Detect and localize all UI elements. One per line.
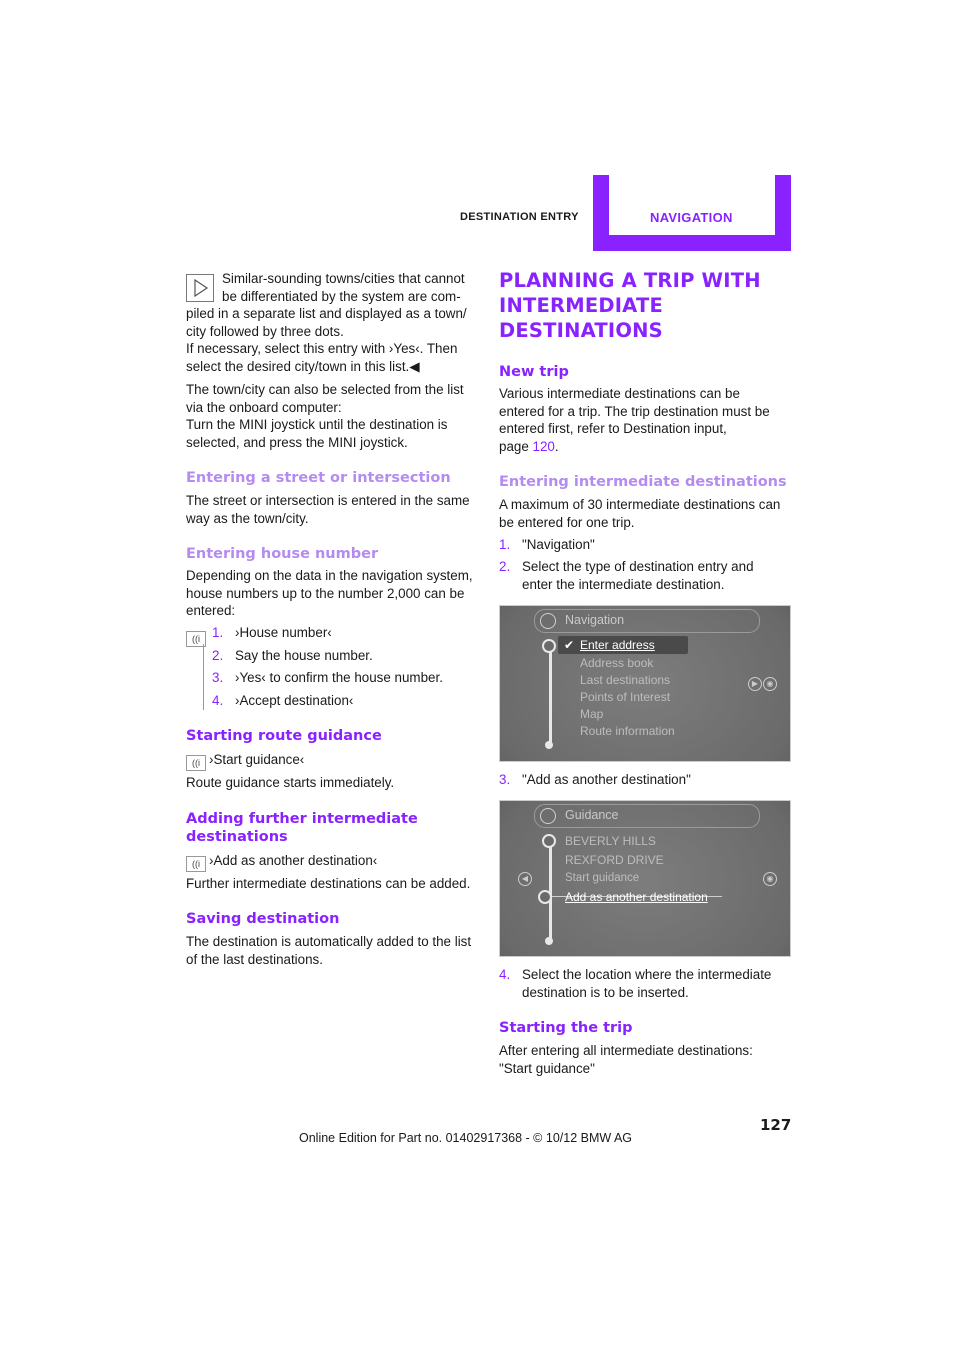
heading-street: Entering a street or intersection bbox=[186, 470, 451, 486]
note-text: Similar-sounding towns/cities that cannot be differentiated by the system are com- piled in a separate list and displayed as a town/ city followed by three dots. If necessary, select this entry with ›Yes‹. Then select the desired city/town in this list.◀ bbox=[186, 271, 467, 374]
list-item: 4. ›Accept destination‹ bbox=[212, 692, 354, 708]
check-icon: ✔ bbox=[564, 638, 575, 652]
idrive-screen-navigation bbox=[499, 605, 791, 762]
section-header: DESTINATION ENTRY bbox=[460, 211, 579, 223]
step-2: 2. Select the type of destination entry and enter the intermediate destination. bbox=[499, 559, 754, 592]
heading-starting-trip: Starting the trip bbox=[499, 1020, 633, 1036]
voice-icon: ((i bbox=[186, 856, 206, 872]
chapter-title: NAVIGATION bbox=[650, 210, 733, 225]
menu-item[interactable]: Map bbox=[580, 707, 604, 721]
menu-item[interactable]: BEVERLY HILLS bbox=[565, 834, 656, 848]
list-item: 2. Say the house number. bbox=[212, 647, 373, 663]
house-steps bbox=[212, 624, 492, 714]
screen-title: Guidance bbox=[565, 808, 619, 822]
arrow-left-icon: ◀ bbox=[518, 872, 532, 886]
list-item: 3. ›Yes‹ to confirm the house number. bbox=[212, 670, 443, 685]
menu-item[interactable]: REXFORD DRIVE bbox=[565, 853, 664, 867]
onboard-computer-paragraph: The town/city can also be selected from the list via the onboard computer: Turn the MINI joystick until the destination is selected, and press the MINI joystick. bbox=[186, 382, 464, 450]
menu-item[interactable]: Start guidance bbox=[565, 872, 640, 884]
new-trip-paragraph: Various intermediate destinations can be entered for a trip. The trip destination must be entered first, refer to Destination input, page 120. bbox=[499, 386, 770, 454]
guidance-icon bbox=[540, 808, 556, 824]
adding-command: ((i ›Add as another destination‹ bbox=[186, 852, 377, 872]
menu-item[interactable]: Enter address bbox=[580, 638, 655, 652]
idrive-screen-guidance bbox=[499, 800, 791, 957]
menu-item[interactable]: Last destinations bbox=[580, 673, 671, 687]
heading-saving: Saving destination bbox=[186, 911, 340, 927]
edition-footer: Online Edition for Part no. 01402917368 - © 10/12 BMW AG bbox=[299, 1131, 633, 1145]
voice-bar bbox=[203, 644, 204, 710]
heading-house-number: Entering house number bbox=[186, 546, 379, 562]
navigation-icon bbox=[540, 613, 556, 629]
menu-item[interactable]: Address book bbox=[580, 656, 654, 670]
chapter-tab bbox=[609, 175, 775, 235]
house-paragraph: Depending on the data in the navigation system, house numbers up to the number 2,000 can be entered: bbox=[186, 568, 473, 619]
page-number: 127 bbox=[760, 1116, 792, 1134]
step-1: 1. "Navigation" bbox=[499, 537, 595, 552]
heading-new-trip: New trip bbox=[499, 364, 569, 380]
street-paragraph: The street or intersection is entered in the same way as the town/city. bbox=[186, 493, 470, 526]
entering-paragraph: A maximum of 30 intermediate destinations can be entered for one trip. bbox=[499, 497, 781, 530]
menu-item[interactable]: Add as another destination bbox=[565, 890, 708, 904]
list-item: 1. ›House number‹ bbox=[212, 625, 332, 640]
route-command: ((i ›Start guidance‹ bbox=[186, 751, 304, 771]
heading-route-guidance: Starting route guidance bbox=[186, 728, 382, 744]
menu-item[interactable]: Route information bbox=[580, 724, 675, 738]
step-4: 4. Select the location where the intermediate destination is to be inserted. bbox=[499, 967, 772, 1000]
saving-paragraph: The destination is automatically added to the list of the last destinations. bbox=[186, 934, 472, 967]
voice-icon: ((i bbox=[186, 755, 206, 771]
route-paragraph: Route guidance starts immediately. bbox=[186, 775, 395, 790]
page-title: PLANNING A TRIP WITH INTERMEDIATE DESTINATIONS bbox=[499, 269, 761, 342]
options-icon: ◉ bbox=[763, 677, 777, 691]
step-3: 3. "Add as another destination" bbox=[499, 772, 691, 787]
trip-paragraph: After entering all intermediate destinations: "Start guidance" bbox=[499, 1043, 753, 1076]
options-icon: ◉ bbox=[763, 872, 777, 886]
voice-icon: ((i bbox=[186, 627, 209, 647]
heading-adding-destinations: Adding further intermediate destinations bbox=[186, 811, 418, 845]
adding-paragraph: Further intermediate destinations can be added. bbox=[186, 876, 471, 891]
arrow-right-icon: ▶ bbox=[748, 677, 762, 691]
screen-title: Navigation bbox=[565, 613, 625, 627]
page-link[interactable]: 120 bbox=[532, 438, 555, 454]
menu-item[interactable]: Points of Interest bbox=[580, 690, 671, 704]
heading-entering-intermediate: Entering intermediate destinations bbox=[499, 474, 787, 490]
